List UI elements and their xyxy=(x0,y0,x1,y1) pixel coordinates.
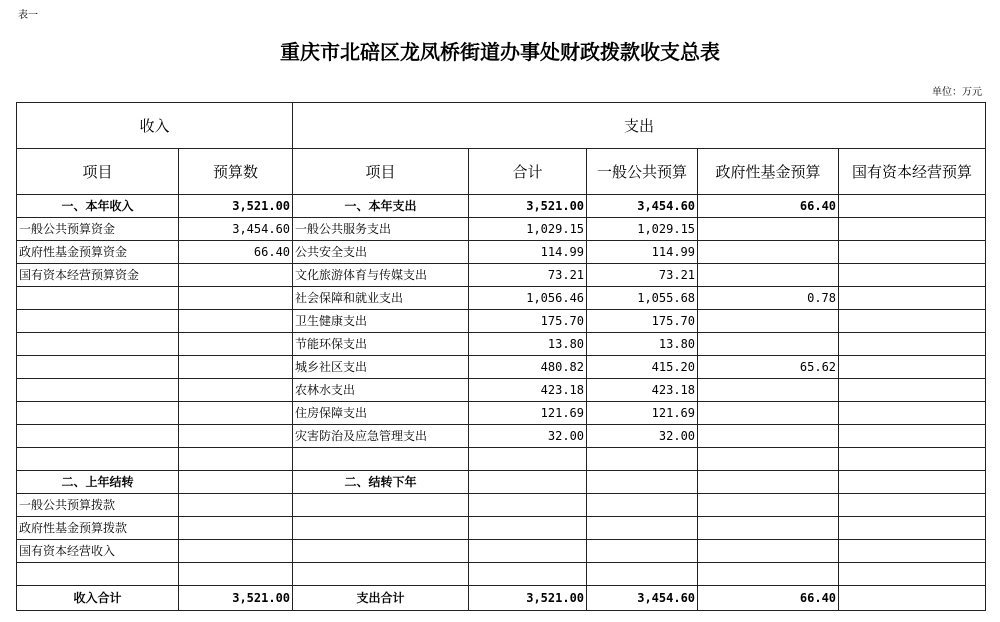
income-item-cell xyxy=(17,356,179,379)
general-budget-cell: 121.69 xyxy=(587,402,698,425)
income-item-cell xyxy=(17,333,179,356)
table-row xyxy=(17,425,986,448)
general-budget-cell xyxy=(587,494,698,517)
income-item-cell: 一般公共预算资金 xyxy=(17,218,179,241)
income-amount-cell xyxy=(179,379,293,402)
income-item-cell xyxy=(17,563,179,586)
fund-budget-cell xyxy=(698,264,839,287)
income-amount-cell xyxy=(179,540,293,563)
income-item-cell xyxy=(17,425,179,448)
expense-item-cell: 社会保障和就业支出 xyxy=(293,287,469,310)
fund-budget-cell xyxy=(698,448,839,471)
table-row xyxy=(17,586,986,611)
income-amount-cell xyxy=(179,448,293,471)
state-capital-cell xyxy=(839,494,986,517)
income-amount-cell xyxy=(179,356,293,379)
table-row xyxy=(17,379,986,402)
expense-total-cell: 32.00 xyxy=(469,425,587,448)
fund-budget-cell xyxy=(698,540,839,563)
expense-total-cell: 175.70 xyxy=(469,310,587,333)
expense-total-cell xyxy=(469,494,587,517)
income-item-cell: 收入合计 xyxy=(17,586,179,611)
fund-budget-cell xyxy=(698,517,839,540)
table-row xyxy=(17,218,986,241)
income-amount-cell xyxy=(179,563,293,586)
general-budget-cell: 13.80 xyxy=(587,333,698,356)
income-amount-cell xyxy=(179,333,293,356)
general-budget-cell: 1,055.68 xyxy=(587,287,698,310)
fund-budget-cell: 66.40 xyxy=(698,195,839,218)
expense-total-cell: 121.69 xyxy=(469,402,587,425)
table-row xyxy=(17,310,986,333)
expense-total-cell: 1,029.15 xyxy=(469,218,587,241)
income-amount-cell: 3,454.60 xyxy=(179,218,293,241)
income-amount-cell xyxy=(179,310,293,333)
general-budget-cell: 114.99 xyxy=(587,241,698,264)
state-capital-cell xyxy=(839,356,986,379)
expense-item-cell xyxy=(293,540,469,563)
general-budget-cell xyxy=(587,471,698,494)
col-header-income-item: 项目 xyxy=(17,149,179,195)
expense-total-cell xyxy=(469,448,587,471)
income-item-cell: 国有资本经营预算资金 xyxy=(17,264,179,287)
state-capital-cell xyxy=(839,586,986,611)
expense-item-cell: 城乡社区支出 xyxy=(293,356,469,379)
table-row xyxy=(17,494,986,517)
table-number: 表一 xyxy=(18,10,38,21)
income-item-cell: 国有资本经营收入 xyxy=(17,540,179,563)
state-capital-cell xyxy=(839,287,986,310)
general-budget-cell: 3,454.60 xyxy=(587,586,698,611)
income-item-cell xyxy=(17,287,179,310)
expense-item-cell xyxy=(293,563,469,586)
budget-summary-table xyxy=(16,102,986,611)
expense-item-cell xyxy=(293,448,469,471)
fund-budget-cell xyxy=(698,425,839,448)
income-item-cell: 政府性基金预算拨款 xyxy=(17,517,179,540)
expense-total-cell xyxy=(469,517,587,540)
table-row xyxy=(17,540,986,563)
expense-total-cell: 73.21 xyxy=(469,264,587,287)
expense-item-cell: 文化旅游体育与传媒支出 xyxy=(293,264,469,287)
income-amount-cell xyxy=(179,425,293,448)
expense-item-cell: 节能环保支出 xyxy=(293,333,469,356)
col-header-state-capital-budget: 国有资本经营预算 xyxy=(839,149,986,195)
expense-item-cell xyxy=(293,517,469,540)
fund-budget-cell xyxy=(698,310,839,333)
expense-total-cell: 423.18 xyxy=(469,379,587,402)
table-row xyxy=(17,517,986,540)
expense-total-cell: 114.99 xyxy=(469,241,587,264)
expense-item-cell xyxy=(293,494,469,517)
fund-budget-cell: 65.62 xyxy=(698,356,839,379)
income-item-cell: 政府性基金预算资金 xyxy=(17,241,179,264)
fund-budget-cell xyxy=(698,333,839,356)
income-item-cell xyxy=(17,310,179,333)
col-header-budget-amount: 预算数 xyxy=(179,149,293,195)
fund-budget-cell xyxy=(698,494,839,517)
state-capital-cell xyxy=(839,563,986,586)
income-amount-cell: 3,521.00 xyxy=(179,195,293,218)
general-budget-cell: 175.70 xyxy=(587,310,698,333)
fund-budget-cell xyxy=(698,563,839,586)
table-row xyxy=(17,195,986,218)
general-budget-cell xyxy=(587,563,698,586)
income-amount-cell xyxy=(179,471,293,494)
expense-item-cell: 公共安全支出 xyxy=(293,241,469,264)
table-row xyxy=(17,287,986,310)
income-item-cell xyxy=(17,379,179,402)
income-amount-cell xyxy=(179,517,293,540)
page-title: 重庆市北碚区龙凤桥街道办事处财政拨款收支总表 xyxy=(280,40,720,64)
fund-budget-cell xyxy=(698,218,839,241)
expense-total-cell: 3,521.00 xyxy=(469,195,587,218)
general-budget-cell xyxy=(587,517,698,540)
col-header-expense-item: 项目 xyxy=(293,149,469,195)
expense-total-cell: 1,056.46 xyxy=(469,287,587,310)
income-amount-cell xyxy=(179,402,293,425)
fund-budget-cell xyxy=(698,241,839,264)
income-item-cell: 二、上年结转 xyxy=(17,471,179,494)
expense-item-cell: 支出合计 xyxy=(293,586,469,611)
state-capital-cell xyxy=(839,310,986,333)
expense-group-header: 支出 xyxy=(293,103,986,149)
income-amount-cell xyxy=(179,264,293,287)
table-row xyxy=(17,241,986,264)
expense-item-cell: 一般公共服务支出 xyxy=(293,218,469,241)
fund-budget-cell: 0.78 xyxy=(698,287,839,310)
state-capital-cell xyxy=(839,264,986,287)
income-amount-cell: 66.40 xyxy=(179,241,293,264)
col-header-fund-budget: 政府性基金预算 xyxy=(698,149,839,195)
table-row xyxy=(17,563,986,586)
state-capital-cell xyxy=(839,517,986,540)
fund-budget-cell xyxy=(698,471,839,494)
expense-total-cell xyxy=(469,540,587,563)
unit-label: 单位：万元 xyxy=(932,87,982,98)
income-item-cell xyxy=(17,448,179,471)
expense-item-cell: 灾害防治及应急管理支出 xyxy=(293,425,469,448)
income-amount-cell xyxy=(179,494,293,517)
expense-total-cell xyxy=(469,471,587,494)
table-row xyxy=(17,356,986,379)
fund-budget-cell xyxy=(698,379,839,402)
expense-item-cell: 一、本年支出 xyxy=(293,195,469,218)
fund-budget-cell xyxy=(698,402,839,425)
table-row xyxy=(17,333,986,356)
expense-total-cell: 3,521.00 xyxy=(469,586,587,611)
table-row xyxy=(17,402,986,425)
general-budget-cell: 32.00 xyxy=(587,425,698,448)
income-item-cell: 一、本年收入 xyxy=(17,195,179,218)
table-row xyxy=(17,448,986,471)
general-budget-cell: 423.18 xyxy=(587,379,698,402)
state-capital-cell xyxy=(839,425,986,448)
expense-item-cell: 农林水支出 xyxy=(293,379,469,402)
col-header-total: 合计 xyxy=(469,149,587,195)
income-group-header: 收入 xyxy=(17,103,293,149)
fund-budget-cell: 66.40 xyxy=(698,586,839,611)
income-amount-cell xyxy=(179,287,293,310)
state-capital-cell xyxy=(839,241,986,264)
general-budget-cell: 1,029.15 xyxy=(587,218,698,241)
expense-item-cell: 二、结转下年 xyxy=(293,471,469,494)
state-capital-cell xyxy=(839,195,986,218)
income-item-cell: 一般公共预算拨款 xyxy=(17,494,179,517)
table-body xyxy=(17,195,986,611)
state-capital-cell xyxy=(839,471,986,494)
general-budget-cell: 73.21 xyxy=(587,264,698,287)
state-capital-cell xyxy=(839,218,986,241)
state-capital-cell xyxy=(839,402,986,425)
col-header-general-budget: 一般公共预算 xyxy=(587,149,698,195)
income-item-cell xyxy=(17,402,179,425)
income-amount-cell: 3,521.00 xyxy=(179,586,293,611)
general-budget-cell xyxy=(587,448,698,471)
expense-total-cell: 480.82 xyxy=(469,356,587,379)
expense-total-cell: 13.80 xyxy=(469,333,587,356)
table-row xyxy=(17,264,986,287)
expense-total-cell xyxy=(469,563,587,586)
state-capital-cell xyxy=(839,379,986,402)
general-budget-cell: 415.20 xyxy=(587,356,698,379)
table-row xyxy=(17,471,986,494)
general-budget-cell: 3,454.60 xyxy=(587,195,698,218)
state-capital-cell xyxy=(839,333,986,356)
state-capital-cell xyxy=(839,540,986,563)
general-budget-cell xyxy=(587,540,698,563)
state-capital-cell xyxy=(839,448,986,471)
expense-item-cell: 住房保障支出 xyxy=(293,402,469,425)
expense-item-cell: 卫生健康支出 xyxy=(293,310,469,333)
